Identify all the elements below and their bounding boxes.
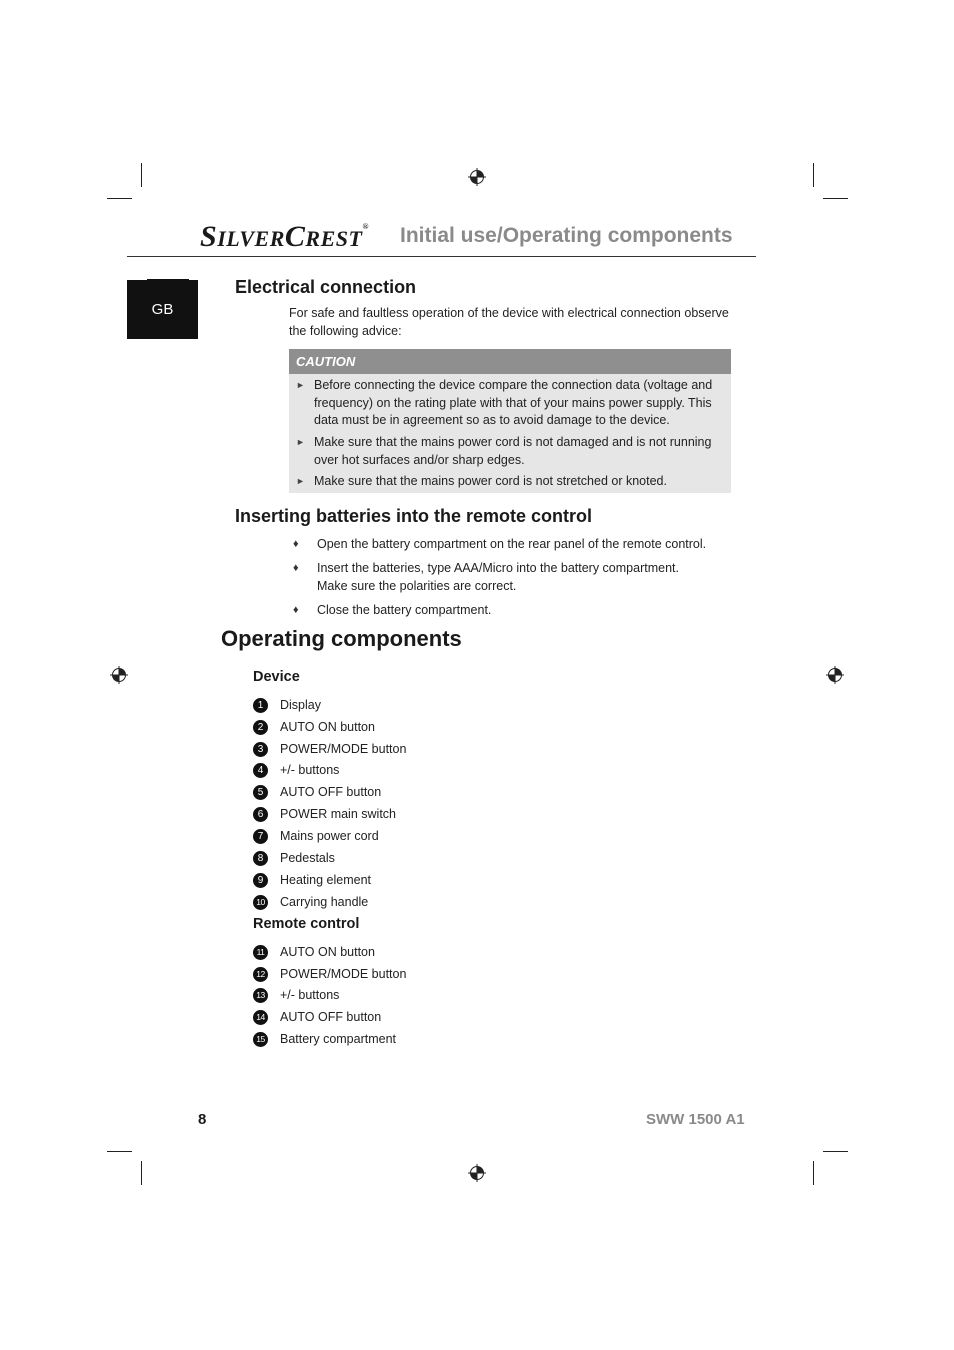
- number-badge: 7: [253, 829, 268, 844]
- registration-mark-icon: [110, 666, 128, 684]
- component-label: AUTO ON button: [280, 945, 375, 959]
- intro-line: For safe and faultless operation of the device with electrical connection observe: [289, 306, 729, 320]
- number-badge: 2: [253, 720, 268, 735]
- component-label: +/- buttons: [280, 763, 340, 777]
- number-badge: 5: [253, 785, 268, 800]
- caution-label: CAUTION: [289, 349, 731, 374]
- diamond-bullet-icon: ♦: [293, 538, 299, 550]
- header-divider: [127, 256, 756, 257]
- component-label: Carrying handle: [280, 895, 369, 909]
- crop-mark: [107, 198, 132, 199]
- arrow-bullet-icon: ►: [296, 476, 305, 486]
- step-line: Open the battery compartment on the rear panel of the remote control.: [317, 537, 707, 551]
- component-label: AUTO OFF button: [280, 1010, 382, 1024]
- component-label: Heating element: [280, 873, 372, 887]
- caution-line: data must be in agreement so as to avoid damage to the device.: [314, 413, 670, 427]
- component-label: POWER/MODE button: [280, 742, 407, 756]
- crop-mark: [107, 1151, 132, 1152]
- caution-line: frequency) on the rating plate with that of your mains power supply. This: [314, 395, 712, 410]
- diamond-bullet-icon: ♦: [293, 604, 299, 616]
- component-label: +/- buttons: [280, 988, 340, 1002]
- caution-line: Make sure that the mains power cord is not stretched or knoted.: [314, 474, 667, 488]
- step-line: Insert the batteries, type AAA/Micro into the battery compartment.: [317, 561, 679, 575]
- number-badge: 6: [253, 807, 268, 822]
- step-line: Close the battery compartment.: [317, 603, 492, 617]
- caution-line: over hot surfaces and/or sharp edges.: [314, 452, 525, 467]
- number-badge: 11: [253, 945, 268, 960]
- crop-mark: [813, 1161, 814, 1185]
- number-badge: 12: [253, 967, 268, 982]
- number-badge: 8: [253, 851, 268, 866]
- crop-mark: [823, 1151, 848, 1152]
- brand-logo: SILVERCREST®: [200, 220, 369, 253]
- number-badge: 10: [253, 895, 268, 910]
- registration-mark-icon: [826, 666, 844, 684]
- caution-line: Make sure that the mains power cord is not damaged and is not running: [314, 435, 712, 449]
- number-badge: 14: [253, 1010, 268, 1025]
- component-label: Display: [280, 698, 321, 712]
- model-number: SWW 1500 A1: [646, 1111, 745, 1128]
- number-badge: 3: [253, 742, 268, 757]
- component-label: AUTO ON button: [280, 720, 375, 734]
- diamond-bullet-icon: ♦: [293, 562, 299, 574]
- number-badge: 9: [253, 873, 268, 888]
- registration-mark-icon: [468, 168, 486, 186]
- number-badge: 13: [253, 988, 268, 1003]
- arrow-bullet-icon: ►: [296, 380, 305, 390]
- component-label: Battery compartment: [280, 1032, 397, 1046]
- arrow-bullet-icon: ►: [296, 437, 305, 447]
- caution-box: [289, 349, 731, 493]
- page-number: 8: [198, 1111, 207, 1128]
- registration-mark-icon: [468, 1164, 486, 1182]
- component-label: Mains power cord: [280, 829, 379, 843]
- remote-heading: Remote control: [253, 916, 360, 932]
- section-heading-electrical: Electrical connection: [235, 277, 417, 297]
- component-label: Pedestals: [280, 851, 335, 865]
- device-heading: Device: [253, 669, 300, 685]
- page-title: Initial use/Operating components: [400, 224, 733, 247]
- component-label: POWER/MODE button: [280, 967, 407, 981]
- component-label: AUTO OFF button: [280, 785, 382, 799]
- crop-mark: [141, 1161, 142, 1185]
- crop-mark: [823, 198, 848, 199]
- number-badge: 4: [253, 763, 268, 778]
- crop-mark: [813, 163, 814, 187]
- language-tab: GB: [127, 280, 198, 339]
- section-heading-operating: Operating components: [221, 626, 462, 651]
- section-heading-batteries: Inserting batteries into the remote control: [235, 506, 593, 526]
- crop-mark: [141, 163, 142, 187]
- intro-line: the following advice:: [289, 324, 402, 338]
- caution-line: Before connecting the device compare the connection data (voltage and: [314, 378, 713, 392]
- number-badge: 1: [253, 698, 268, 713]
- component-label: POWER main switch: [280, 807, 396, 821]
- number-badge: 15: [253, 1032, 268, 1047]
- step-line: Make sure the polarities are correct.: [317, 578, 517, 593]
